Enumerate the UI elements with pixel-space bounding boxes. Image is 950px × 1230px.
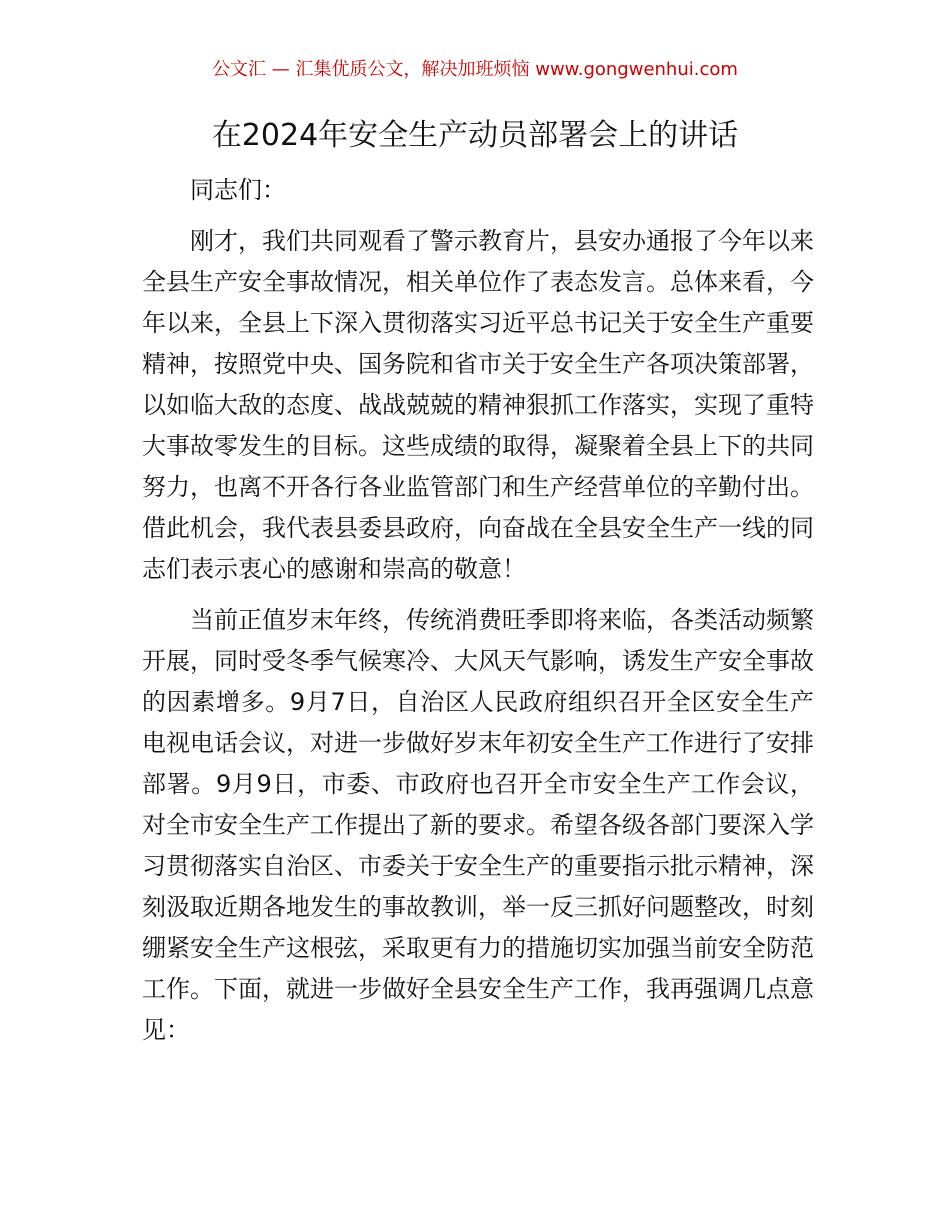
paragraph-2: 当前正值岁末年终，传统消费旺季即将来临，各类活动频繁开展，同时受冬季气候寒冷、大风天气影响，诱发生产安全事故的因素增多。9月7日，自治区人民政府组织召开全区安全生产电视电话会议，对进一步做好岁末年初安全生产工作进行了安排部署。9月9日，市委、市政府也召开全市安全生产工作会议，对全市安全生产工作提出了新的要求。希望各级各部门要深入学习贯彻落实自治区、市委关于安全生产的重要指示批示精神，深刻汲取近期各地发生的事故教训，举一反三抓好问题整改，时刻绷紧安全生产这根弦，采取更有力的措施切实加强当前安全防范工作。下面，就进一步做好全县安全生产工作，我再强调几点意见： [142, 606, 814, 1044]
document-body [142, 170, 814, 1061]
document-title: 在2024年安全生产动员部署会上的讲话 [211, 118, 739, 153]
site-banner: 公文汇 — 汇集优质公文，解决加班烦恼 www.gongwenhui.com [212, 59, 738, 80]
salutation: 同志们： [190, 176, 286, 204]
paragraph-1: 刚才，我们共同观看了警示教育片，县安办通报了今年以来全县生产安全事故情况，相关单位作了表态发言。总体来看，今年以来，全县上下深入贯彻落实习近平总书记关于安全生产重要精神，按照党中央、国务院和省市关于安全生产各项决策部署，以如临大敌的态度、战战兢兢的精神狠抓工作落实，实现了重特大事故零发生的目标。这些成绩的取得，凝聚着全县上下的共同努力，也离不开各行各业监管部门和生产经营单位的辛勤付出。借此机会，我代表县委县政府，向奋战在全县安全生产一线的同志们表示衷心的感谢和崇高的敬意！ [142, 227, 814, 583]
